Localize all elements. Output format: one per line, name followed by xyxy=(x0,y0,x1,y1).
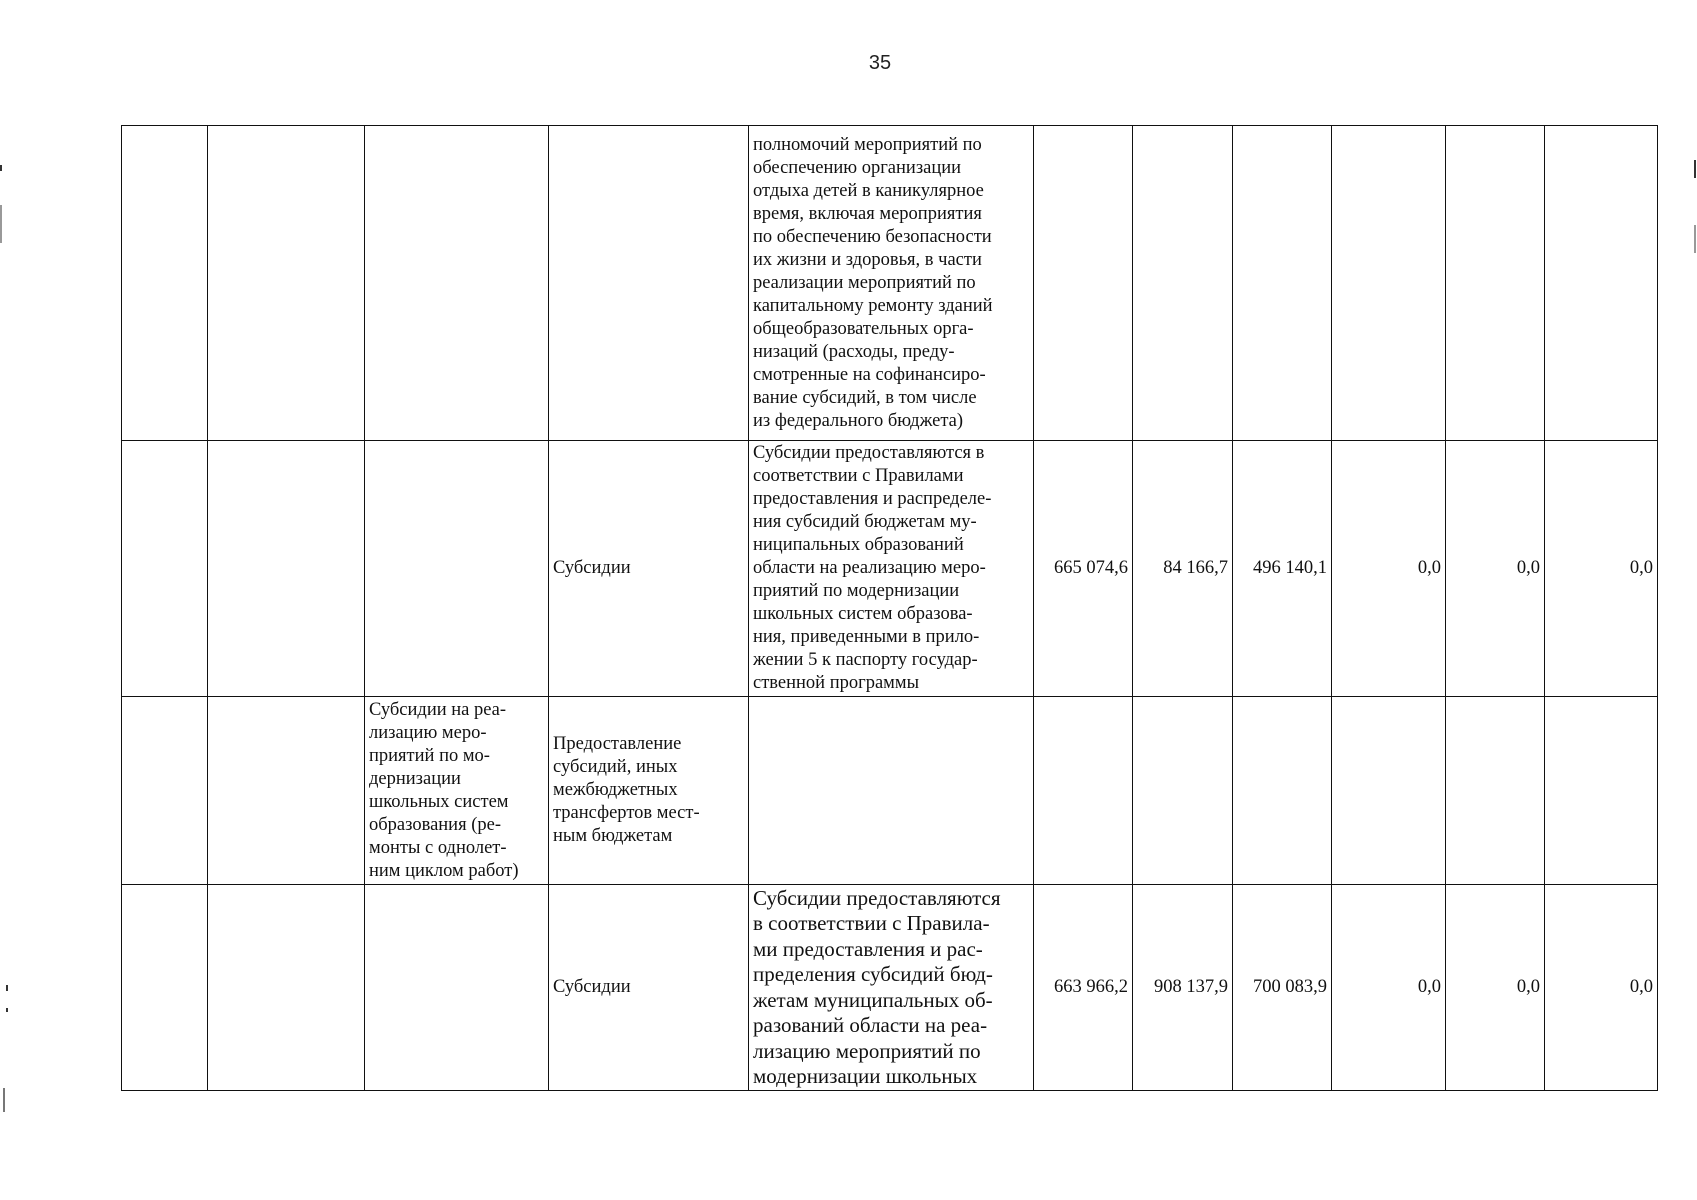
value-cell: 665 074,6 xyxy=(1034,441,1133,697)
mechanism-cell: Субсидии xyxy=(549,885,749,1091)
scan-mark xyxy=(1694,225,1696,253)
value-cell xyxy=(1446,126,1545,441)
empty-cell xyxy=(208,441,365,697)
value-cell xyxy=(1133,697,1233,885)
value-cell: 0,0 xyxy=(1545,885,1658,1091)
empty-cell xyxy=(208,126,365,441)
scan-mark xyxy=(0,165,2,171)
empty-cell xyxy=(208,885,365,1091)
value-cell: 84 166,7 xyxy=(1133,441,1233,697)
mechanism-cell: Субсидии xyxy=(549,441,749,697)
scan-mark xyxy=(1694,160,1696,178)
value-cell xyxy=(1034,697,1133,885)
value-cell xyxy=(1545,126,1658,441)
value-cell: 496 140,1 xyxy=(1233,441,1332,697)
value-cell: 0,0 xyxy=(1332,885,1446,1091)
budget-table xyxy=(121,125,1658,1091)
empty-cell xyxy=(208,697,365,885)
value-cell xyxy=(1446,697,1545,885)
value-cell: 0,0 xyxy=(1545,441,1658,697)
scan-mark xyxy=(6,1008,8,1012)
table-row xyxy=(122,697,1658,885)
table-row xyxy=(122,126,1658,441)
value-cell xyxy=(1133,126,1233,441)
value-cell: 0,0 xyxy=(1446,441,1545,697)
value-cell: 700 083,9 xyxy=(1233,885,1332,1091)
value-cell: 908 137,9 xyxy=(1133,885,1233,1091)
empty-cell xyxy=(122,697,208,885)
program-cell xyxy=(365,441,549,697)
program-cell: Субсидии на реа- лизацию меро- приятий по мо- дернизации школьных систем образования (ре- монты с однолет- ним циклом работ) xyxy=(365,697,549,885)
description-cell: полномочий мероприятий по обеспечению организации отдыха детей в каникулярное время, включая мероприятия по обеспечению безопасности их жизни и здоровья, в части реализации мероприятий по капитальному ремонту зданий общеобразовательных орга- низаций (расходы, преду- смотренные на софинансиро- вание субсидий, в том числе из федерального бюджета) xyxy=(749,126,1034,441)
scan-mark xyxy=(6,985,8,991)
description-cell xyxy=(749,697,1034,885)
scan-mark xyxy=(0,205,2,243)
value-cell xyxy=(1545,697,1658,885)
value-cell xyxy=(1034,126,1133,441)
description-cell: Субсидии предоставляются в соответствии с Правила- ми предоставления и рас- пределения субсидий бюд- жетам муниципальных об- разований области на реа- лизацию мероприятий по модернизации школьных xyxy=(749,885,1034,1091)
value-cell xyxy=(1332,126,1446,441)
mechanism-cell xyxy=(549,126,749,441)
empty-cell xyxy=(122,885,208,1091)
table-row xyxy=(122,441,1658,697)
value-cell: 0,0 xyxy=(1332,441,1446,697)
program-cell xyxy=(365,126,549,441)
program-cell xyxy=(365,885,549,1091)
mechanism-cell: Предоставление субсидий, иных межбюджетных трансфертов мест- ным бюджетам xyxy=(549,697,749,885)
value-cell xyxy=(1332,697,1446,885)
value-cell: 663 966,2 xyxy=(1034,885,1133,1091)
empty-cell xyxy=(122,126,208,441)
value-cell: 0,0 xyxy=(1446,885,1545,1091)
value-cell xyxy=(1233,697,1332,885)
table-row xyxy=(122,885,1658,1091)
description-cell: Субсидии предоставляются в соответствии с Правилами предоставления и распределе- ния субсидий бюджетам му- ниципальных образований области на реализацию меро- приятий по модернизации школьных систем образова- ния, приведенными в прило- жении 5 к паспорту государ- ственной программы xyxy=(749,441,1034,697)
scan-mark xyxy=(3,1088,5,1112)
value-cell xyxy=(1233,126,1332,441)
empty-cell xyxy=(122,441,208,697)
page-number: 35 xyxy=(868,52,892,74)
